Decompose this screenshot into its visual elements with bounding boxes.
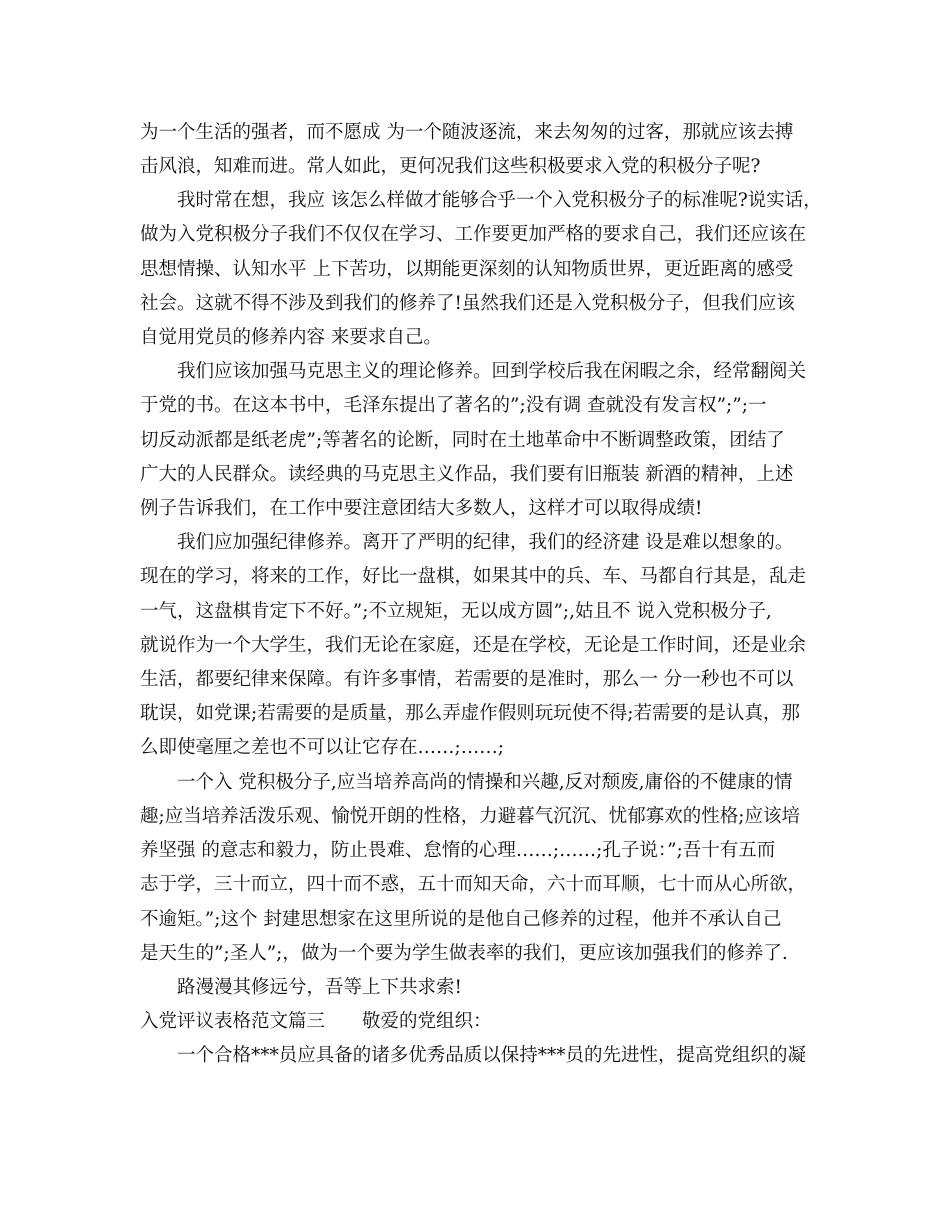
text-line: 耽误，如党课;若需要的是质量，那么弄虚作假则玩玩使不得;若需要的是认真，那 [140, 703, 800, 724]
text-line: 一气，这盘棋肯定下不好。”;不立规矩，无以成方圆”;,姑且不 说入党积极分子, [140, 601, 772, 622]
text-line: 生活，都要纪律来保障。有许多事情，若需要的是准时，那么一 分一秒也不可以 [140, 669, 794, 690]
text-line: 自觉用党员的修养内容 来要求自己。 [140, 327, 442, 348]
text-line: 广大的人民群众。读经典的马克思主义作品，我们要有旧瓶装 新酒的精神，上述 [140, 464, 794, 485]
text-line: 不逾矩。”;这个 封建思想家在这里所说的是他自己修养的过程，他并不承认自己 [140, 909, 782, 930]
text-line: 为一个生活的强者，而不愿成 为一个随波逐流，来去匆匆的过客，那就应该去搏 [140, 122, 794, 143]
paragraph-line: 路漫漫其修远兮，吾等上下共求索! [177, 977, 462, 998]
text-line: 切反动派都是纸老虎”;等著名的论断，同时在土地革命中不断调整政策，团结了 [140, 430, 785, 451]
text-line: 就说作为一个大学生，我们无论在家庭，还是在学校，无论是工作时间，还是业余 [140, 635, 807, 656]
text-line: 做为入党积极分子我们不仅仅在学习、工作要更加严格的要求自己，我们还应该在 [140, 224, 807, 245]
text-line: 么即使毫厘之差也不可以让它存在……;……; [140, 737, 504, 758]
text-line: 现在的学习，将来的工作，好比一盘棋，如果其中的兵、车、马都自行其是，乱走 [140, 566, 807, 587]
paragraph-line: 我时常在想，我应 该怎么样做才能够合乎一个入党积极分子的标准呢?说实话， [177, 190, 822, 211]
text-line: 趣;应当培养活泼乐观、愉悦开朗的性格，力避暮气沉沉、忧郁寡欢的性格;应该培 [140, 806, 800, 827]
paragraph-line: 一个入 党积极分子,应当培养高尚的情操和兴趣,反对颓废,庸俗的不健康的情 [177, 772, 793, 793]
text-line: 志于学，三十而立，四十而不惑，五十而知天命，六十而耳顺，七十而从心所欲， [140, 874, 807, 895]
paragraph-line: 我们应加强纪律修养。离开了严明的纪律，我们的经济建 设是难以想象的。 [177, 532, 794, 553]
section-heading: 入党评议表格范文篇三 敬爱的党组织： [140, 1011, 492, 1032]
text-line: 击风浪，知难而进。常人如此，更何况我们这些积极要求入党的积极分子呢? [140, 156, 761, 177]
text-line: 于党的书。在这本书中，毛泽东提出了著名的”;没有调 查就没有发言权”;”;一 [140, 395, 767, 416]
text-line: 养坚强 的意志和毅力，防止畏难、怠惰的心理……;……;孔子说：”;吾十有五而 [140, 840, 776, 861]
text-line: 社会。这就不得不涉及到我们的修养了!虽然我们还是入党积极分子，但我们应该 [140, 293, 795, 314]
paragraph-line: 我们应该加强马克思主义的理论修养。回到学校后我在闲暇之余，经常翻阅关 [177, 361, 807, 382]
text-line: 是天生的”;圣人”;，做为一个要为学生做表率的我们，更应该加强我们的修养了. [140, 943, 788, 964]
text-line: 思想情操、认知水平 上下苦功，以期能更深刻的认知物质世界，更近距离的感受 [140, 259, 794, 280]
paragraph-line: 一个合格***员应具备的诸多优秀品质以保持***员的先进性，提高党组织的凝 [177, 1045, 807, 1066]
text-line: 例子告诉我们，在工作中要注意团结大多数人，这样才可以取得成绩! [140, 498, 703, 519]
